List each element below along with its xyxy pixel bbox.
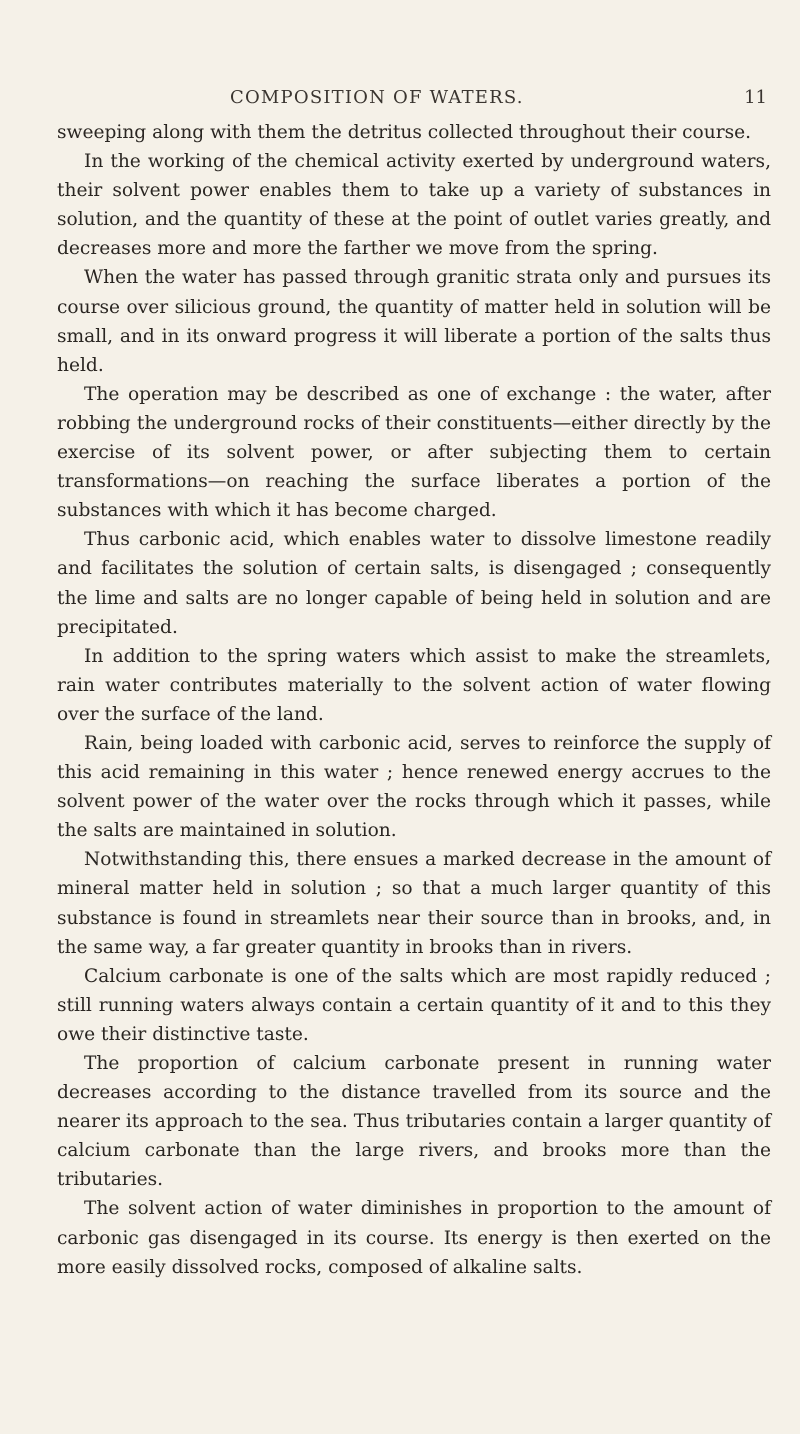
paragraph: The solvent action of water diminishes in proportion to the amount of carbonic gas disengaged in its course. Its energy is then exerted on the more easily dissolved rocks, composed of alkaline salts.: [57, 1198, 771, 1278]
paragraph: Calcium carbonate is one of the salts which are most rapidly reduced ; still running waters always contain a certain quantity of it and to this they owe their distinctive taste.: [57, 965, 771, 1045]
running-head: [0, 87, 800, 113]
paragraph: In the working of the chemical activity exerted by underground waters, their solvent power enables them to take up a variety of substances in solution, and the quantity of these at the point of outlet varies greatly, and decreases more and more the farther we move from the spring.: [57, 151, 771, 260]
paragraph-continuation: sweeping along with them the detritus collected throughout their course.: [57, 122, 752, 143]
paragraph: Notwithstanding this, there ensues a marked decrease in the amount of mineral matter held in solution ; so that a much larger quantity of this substance is found in streamlets near their source than in brooks, and, in the same way, a far greater quantity in brooks than in rivers.: [57, 849, 771, 958]
page-number: 11: [744, 87, 767, 108]
paragraph: Thus carbonic acid, which enables water to dissolve limestone readily and facilitates the solution of certain salts, is disengaged ; consequently the lime and salts are no longer capable of being held in solution and are precipitated.: [57, 529, 771, 638]
paragraph: Rain, being loaded with carbonic acid, serves to reinforce the supply of this acid remaining in this water ; hence renewed energy accrues to the solvent power of the water over the rocks through which it passes, while the salts are maintained in solution.: [57, 732, 771, 842]
paragraph: The proportion of calcium carbonate present in running water decreases according to the distance travelled from its source and the nearer its approach to the sea. Thus tributaries contain a larger quantity of calcium carbonate than the large rivers, and brooks more than the tributaries.: [57, 1053, 771, 1191]
paragraph: When the water has passed through granitic strata only and pursues its course over silicious ground, the quantity of matter held in solution will be small, and in its onward progress it will liberate a portion of the salts thus held.: [57, 267, 771, 376]
body-text: [57, 118, 771, 1282]
paragraph: In addition to the spring waters which assist to make the streamlets, rain water contributes materially to the solvent action of water flowing over the surface of the land.: [57, 645, 771, 725]
paragraph: The operation may be described as one of exchange : the water, after robbing the underground rocks of their constituents—either directly by the exercise of its solvent power, or after subjecting them to certain transformations—on reaching the surface liberates a portion of the substances with which it has become charged.: [57, 383, 771, 522]
running-head-title: COMPOSITION OF WATERS.: [230, 87, 524, 108]
